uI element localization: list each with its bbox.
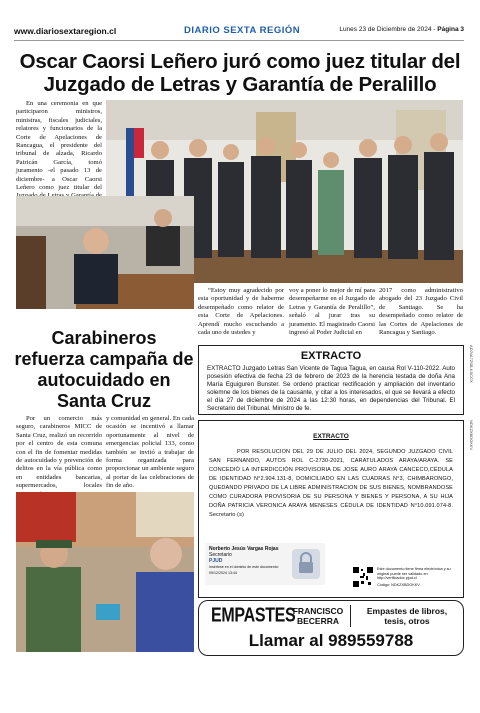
qr-code-icon[interactable] — [353, 567, 373, 587]
judge-photo — [16, 196, 194, 309]
notice2-title: EXTRACTO — [313, 433, 349, 440]
signer-name: Norberto Jesús Vargas Rojas — [209, 546, 279, 552]
notice2-body: POR RESOLUCION DEL 29 DE JULIO DEL 2024, SEGUNDO JUZGADO CIVIL SAN FERNANDO, AUTOS ROL C-2730-2021, CARATULADOS ARAYA/ARAYA. SE CONCEDIÓ LA INTERDICCIÓN PROVISORIA DE JOSE AURO ARAYA CANCECO,CÉDULA DE IDENTIDAD N°2.904.131-8, DOMICILIADO EN LAS CUADRAS N°3, CHIMBARONGO, QUEDANDO PRIVADO DE LA LIBRE ADMINISTRACION DE SUS BIENES, NOMBRANDOSE COMO CURADORA PROVISORIA DE SU PERSONA Y BIENES Y PERSONA, A SU HIJA DOÑA PATRICIA VERONICA ARAYA MENESES CÉDULA DE IDENTIDAD N°10.091.074-8. Secretario (s) — [209, 449, 453, 518]
issue-date — [339, 26, 464, 33]
notice1-title: EXTRACTO — [300, 350, 362, 362]
article1-col2: voy a poner lo mejor de mí para desempeñarme en el Juzgado de Letras y Garantía de Peralillo”, señaló al jurar tras su juramento. El magistrado Caorsi ingresó al Poder Judicial en — [289, 287, 375, 337]
article1-headline: Oscar Caorsi Leñero juró como juez titular del Juzgado de Letras y Garantía de Peralillo — [19, 50, 461, 96]
article1-lead: En una ceremonia en que participaron ministros, ministras, fiscales judiciales, relatores y funcionarios de la Corte de Apelaciones de Rancagua, el presidente del tribunal de alzada, Ricardo Pairicán García, tomó juramento -el pasado 13 de diciembre- a Oscar Caorsi Leñero como juez titular del — [16, 100, 102, 192]
page-number: Página 3 — [437, 26, 464, 33]
masthead-rule — [14, 40, 464, 41]
ad-brand: EMPASTES — [211, 605, 296, 627]
signer-date: 09/12/2024 13:44 — [209, 571, 237, 575]
article2-headline: Carabineros refuerza campaña de autocuidado en Santa Cruz — [14, 328, 194, 411]
notice1-body: EXTRACTO Juzgado Letras San Vicente de Tagua Tagua, en causa Rol V-110-2022. Auto posesión efectiva de fecha 23 de febrero de 2023 de la herencia testada de doña Ana María Eguiguren Bunster. Se ordenó practicar rectificación y ampliación del inventario solemne de los bienes de la causante, y citar a los interesados, el que se llevará a efecto el día 27 de diciembre de 2024 a las 12:30 horas, en dependencias del Tribunal. El Secretario del Tribunal. Ministro de fe. — [207, 365, 455, 412]
verify-code: Código: NDKZXBDGKKV — [377, 583, 420, 587]
notice1-side-code: ADJVA7ZSB-KSCCX — [469, 345, 474, 383]
ad-name-bottom: BECERRA — [296, 616, 340, 626]
signer-note: Insértese en el dominio de este documento: — [209, 565, 279, 569]
issue-date-text: Lunes 23 de Diciembre de 2024 - — [339, 26, 438, 33]
signer-role: Secretario — [209, 552, 232, 558]
notice1-box — [198, 345, 464, 415]
article1-col3: 2017 como administrativo abogado del 23 Juzgado Civil de Santiago. Se ha desempeñado como relator de las Cortes de Apelaciones de Rancagua y Santiago. — [379, 287, 463, 337]
site-url[interactable]: www.diariosextaregion.cl — [14, 26, 117, 36]
empastes-ad[interactable] — [198, 600, 464, 656]
article2-col1: Por un comercio más seguro, carabineros MICC de Santa Cruz, realizó un recorrido por el centro de esta comuna con el fin de fomentar medidas de autocuidado y prevención de delitos en la vía pública como en entidades bancarias, supermercados, locales — [16, 415, 102, 490]
police-photo — [16, 492, 194, 652]
article1-col1: “Estoy muy agradecido por esta oportunidad y de haberme desempeñado como relator de esta Corte de Apelaciones. Aprendí mucho escuchando a cada uno de ustedes y — [198, 287, 284, 337]
ad-tagline: Empastes de libros, tesis, otros — [366, 606, 448, 626]
notice2-box — [198, 420, 464, 598]
ad-phone[interactable]: Llamar al 989559788 — [248, 631, 414, 650]
verify-text: Este documento tiene firma electrónica y su original puede ser validado en http://verificadoc.pjud.cl — [377, 567, 451, 581]
ad-name-top: FRANCISCO — [292, 606, 344, 616]
article2-col2: y comunidad en general. En cada ocasión se incentivó a llamar oportunamente al nivel de emergencias policial 133, como también se invitó a trabajar de forma organizada para proporcionar un ambiente seguro al portar de las celebraciones de fin de año. — [106, 415, 194, 490]
masthead — [14, 26, 464, 40]
ad-divider — [350, 605, 351, 627]
signer-org: PJUD — [209, 558, 223, 564]
notice2-side-code: NDKZXBDGKKV — [469, 420, 474, 451]
lock-icon — [292, 549, 320, 579]
newspaper-name: DIARIO SEXTA REGIÓN — [184, 25, 301, 36]
ad-name — [289, 606, 347, 626]
signature-block — [205, 543, 325, 585]
